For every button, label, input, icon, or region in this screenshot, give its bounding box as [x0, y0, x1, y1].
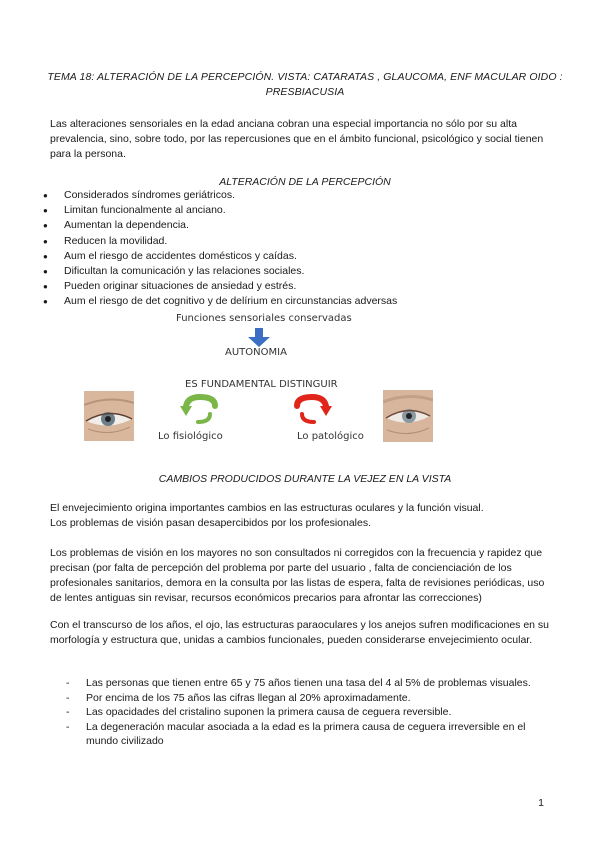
- dash-item: - Las opacidades del cristalino suponen la primera causa de ceguera reversible.: [66, 705, 546, 720]
- paragraph-line: Los problemas de visión pasan desapercibidos por los profesionales.: [50, 517, 372, 529]
- pathological-label: Lo patológico: [297, 431, 364, 442]
- physiological-label: Lo fisiológico: [158, 431, 223, 442]
- diagram-distinguish-label: ES FUNDAMENTAL DISTINGUIR: [185, 379, 338, 390]
- diagram-autonomy-label: AUTONOMIA: [225, 347, 287, 358]
- bullet-list: [40, 188, 397, 310]
- bullet-item: ● Pueden originar situaciones de ansiedad y estrés.: [40, 279, 397, 294]
- dash-item: - La degeneración macular asociada a la edad es la primera causa de ceguera irreversible en el mundo civilizado: [66, 720, 546, 749]
- paragraph-line: El envejecimiento origina importantes cambios en las estructuras oculares y la función visual.: [50, 502, 484, 514]
- intro-paragraph: Las alteraciones sensoriales en la edad anciana cobran una especial importancia no sólo por su alta prevalencia, sino, sobre todo, por las repercusiones que en el ámbito funcional, psicológico y social tienen para la persona.: [50, 118, 544, 160]
- green-curved-arrow-icon: [180, 394, 220, 426]
- bullet-item: ● Aumentan la dependencia.: [40, 218, 397, 233]
- bullet-item: ● Limitan funcionalmente al anciano.: [40, 203, 397, 218]
- red-curved-arrow-icon: [292, 394, 332, 426]
- section-heading-perception: ALTERACIÓN DE LA PERCEPCIÓN: [219, 176, 391, 188]
- bullet-item: ● Dificultan la comunicación y las relaciones sociales.: [40, 264, 397, 279]
- down-arrow-icon: [247, 328, 271, 348]
- paragraph-vision-problems: Los problemas de visión en los mayores no son consultados ni corregidos con la frecuencia y rapidez que precisan (por falta de percepción del problema por parte del usuario , falta de concienciación de los profesionales sanitarios, demora en la consulta por las listas de espera, falta de revisiones periódicas, uso de lentes antiguas sin revisar, recursos económicos precarios para afrontar las correcciones): [50, 547, 545, 604]
- bullet-item: ● Aum el riesgo de det cognitivo y de delírium en circunstancias adversas: [40, 294, 397, 309]
- bullet-item: ● Reducen la movilidad.: [40, 234, 397, 249]
- bullet-item: ● Aum el riesgo de accidentes domésticos y caídas.: [40, 249, 397, 264]
- document-title: TEMA 18: ALTERACIÓN DE LA PERCEPCIÓN. VISTA: CATARATAS , GLAUCOMA, ENF MACULAR OIDO : PRESBIACUSIA: [47, 71, 563, 98]
- page-number: 1: [538, 797, 544, 809]
- bullet-item: ● Considerados síndromes geriátricos.: [40, 188, 397, 203]
- paragraph-ocular-aging: Con el transcurso de los años, el ojo, las estructuras paraoculares y los anejos sufren modificaciones en su morfología y estructura que, unidas a cambios funcionales, pueden considerarse envejecimiento ocular.: [50, 619, 550, 646]
- dash-item: - Las personas que tienen entre 65 y 75 años tienen una tasa del 4 al 5% de problemas visuales.: [66, 676, 546, 691]
- section-heading-vision: CAMBIOS PRODUCIDOS DURANTE LA VEJEZ EN LA VISTA: [158, 473, 452, 485]
- dash-list: [66, 676, 546, 749]
- aged-eye-photo-right: [383, 390, 433, 442]
- aged-eye-photo-left: [84, 391, 134, 441]
- diagram-top-label: Funciones sensoriales conservadas: [176, 313, 352, 324]
- dash-item: - Por encima de los 75 años las cifras llegan al 20% aproximadamente.: [66, 691, 546, 706]
